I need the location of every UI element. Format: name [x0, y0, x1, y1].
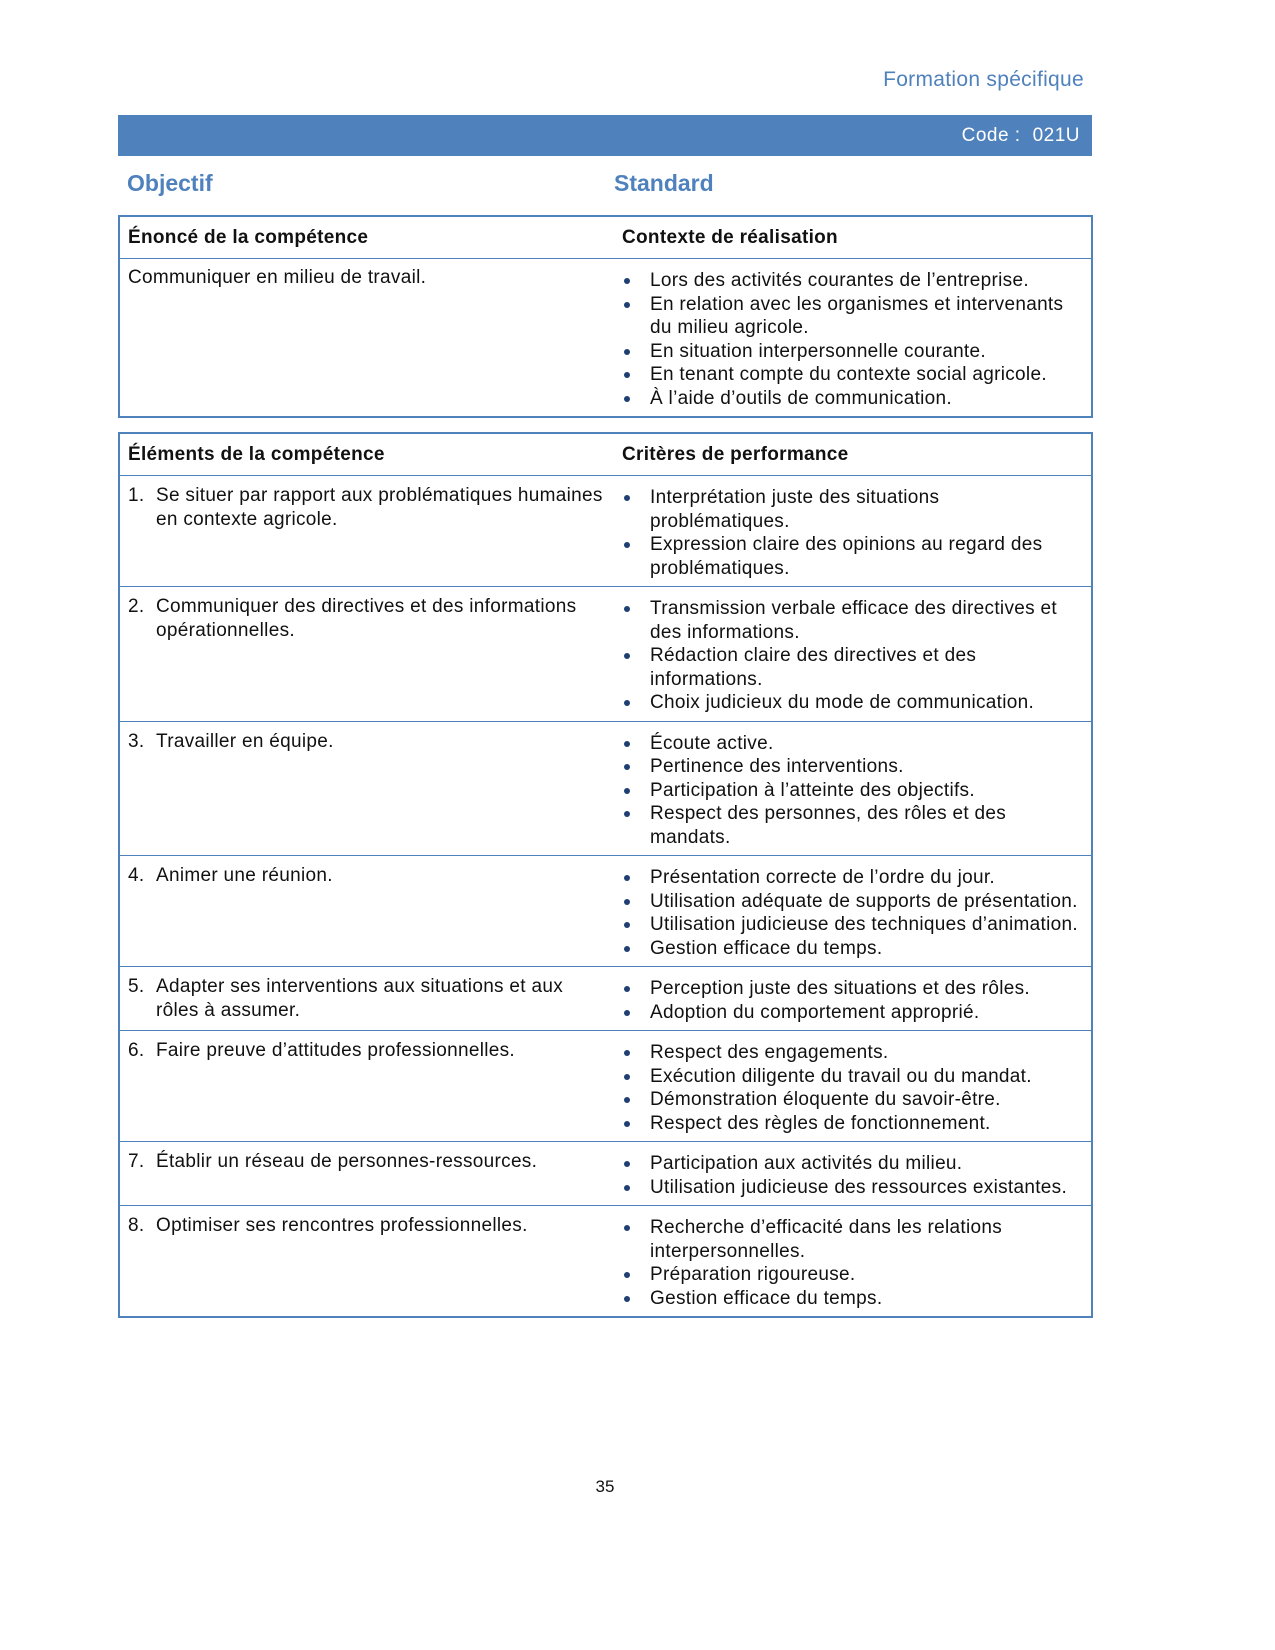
- context-item: À l’aide d’outils de communication.: [650, 387, 1083, 411]
- competence-table: [118, 215, 1093, 418]
- criterion-item: Utilisation judicieuse des ressources existantes.: [650, 1176, 1083, 1200]
- criterion-item: Respect des engagements.: [650, 1041, 1083, 1065]
- criterion-item: Expression claire des opinions au regard des problématiques.: [650, 533, 1083, 580]
- element-text: Animer une réunion.: [156, 865, 333, 886]
- criteria-list: [622, 977, 1083, 1024]
- objectif-heading: Objectif: [127, 170, 213, 196]
- criterion-item: Démonstration éloquente du savoir-être.: [650, 1088, 1083, 1112]
- element-number: 4.: [128, 865, 145, 886]
- criterion-item: Rédaction claire des directives et des informations.: [650, 644, 1083, 691]
- criterion-item: Recherche d’efficacité dans les relations interpersonnelles.: [650, 1216, 1083, 1263]
- table-row: [119, 721, 1092, 856]
- criteria-list: [622, 1041, 1083, 1135]
- criterion-item: Gestion efficace du temps.: [650, 1287, 1083, 1311]
- table-row: [119, 967, 1092, 1031]
- criterion-item: Utilisation adéquate de supports de présentation.: [650, 890, 1083, 914]
- criterion-item: Présentation correcte de l’ordre du jour.: [650, 866, 1083, 890]
- criterion-item: Choix judicieux du mode de communication.: [650, 691, 1083, 715]
- table-row: [119, 1142, 1092, 1206]
- element-number: 2.: [128, 596, 145, 617]
- criterion-item: Interprétation juste des situations problématiques.: [650, 486, 1083, 533]
- table-row: [119, 856, 1092, 967]
- criterion-item: Participation à l’atteinte des objectifs.: [650, 779, 1083, 803]
- standard-heading: Standard: [614, 170, 714, 196]
- criterion-item: Pertinence des interventions.: [650, 755, 1083, 779]
- element-number: 8.: [128, 1215, 145, 1236]
- context-item: En situation interpersonnelle courante.: [650, 340, 1083, 364]
- elements-table: [118, 432, 1093, 1318]
- criteria-list: [622, 597, 1083, 715]
- element-text: Faire preuve d’attitudes professionnelles.: [156, 1040, 516, 1061]
- criterion-item: Participation aux activités du milieu.: [650, 1152, 1083, 1176]
- element-number: 7.: [128, 1151, 145, 1172]
- criteria-list: [622, 486, 1083, 580]
- code-label: Code :: [961, 124, 1021, 146]
- context-item: En tenant compte du contexte social agricole.: [650, 363, 1083, 387]
- criterion-item: Gestion efficace du temps.: [650, 937, 1083, 961]
- table-row: [119, 1031, 1092, 1142]
- context-item: Lors des activités courantes de l’entreprise.: [650, 269, 1083, 293]
- element-text: Adapter ses interventions aux situations et aux rôles à assumer.: [156, 976, 563, 1021]
- col-header-statement: Énoncé de la compétence: [119, 216, 614, 259]
- code-bar: [118, 115, 1092, 156]
- criterion-item: Écoute active.: [650, 732, 1083, 756]
- context-item: En relation avec les organismes et intervenants du milieu agricole.: [650, 293, 1083, 340]
- element-number: 5.: [128, 976, 145, 997]
- criterion-item: Respect des règles de fonctionnement.: [650, 1112, 1083, 1136]
- element-number: 6.: [128, 1040, 145, 1061]
- criteria-list: [622, 1216, 1083, 1310]
- criterion-item: Respect des personnes, des rôles et des mandats.: [650, 802, 1083, 849]
- page-number: 35: [595, 1477, 615, 1496]
- element-text: Établir un réseau de personnes-ressources.: [156, 1151, 538, 1172]
- col-header-criteria: Critères de performance: [614, 433, 1092, 476]
- criterion-item: Adoption du comportement approprié.: [650, 1001, 1083, 1025]
- element-text: Travailler en équipe.: [156, 730, 334, 752]
- element-text: Se situer par rapport aux problématiques humaines en contexte agricole.: [156, 485, 603, 530]
- table-row: [119, 476, 1092, 587]
- criteria-list: [622, 866, 1083, 960]
- element-number: 3.: [128, 730, 145, 752]
- criterion-item: Exécution diligente du travail ou du mandat.: [650, 1065, 1083, 1089]
- element-text: Optimiser ses rencontres professionnelles.: [156, 1215, 528, 1236]
- criterion-item: Utilisation judicieuse des techniques d’animation.: [650, 913, 1083, 937]
- table-row: [119, 587, 1092, 722]
- criterion-item: Transmission verbale efficace des directives et des informations.: [650, 597, 1083, 644]
- competence-statement: Communiquer en milieu de travail.: [128, 267, 427, 288]
- criterion-item: Perception juste des situations et des rôles.: [650, 977, 1083, 1001]
- col-header-elements: Éléments de la compétence: [119, 433, 614, 476]
- table-row: [119, 1206, 1092, 1318]
- document-section-title: Formation spécifique: [883, 68, 1084, 91]
- criteria-list: [622, 732, 1083, 850]
- element-number: 1.: [128, 485, 145, 506]
- code-value: 021U: [1032, 124, 1080, 146]
- context-list: [622, 269, 1083, 410]
- col-header-context: Contexte de réalisation: [614, 216, 1092, 259]
- criterion-item: Préparation rigoureuse.: [650, 1263, 1083, 1287]
- criteria-list: [622, 1152, 1083, 1199]
- element-text: Communiquer des directives et des informations opérationnelles.: [156, 596, 577, 641]
